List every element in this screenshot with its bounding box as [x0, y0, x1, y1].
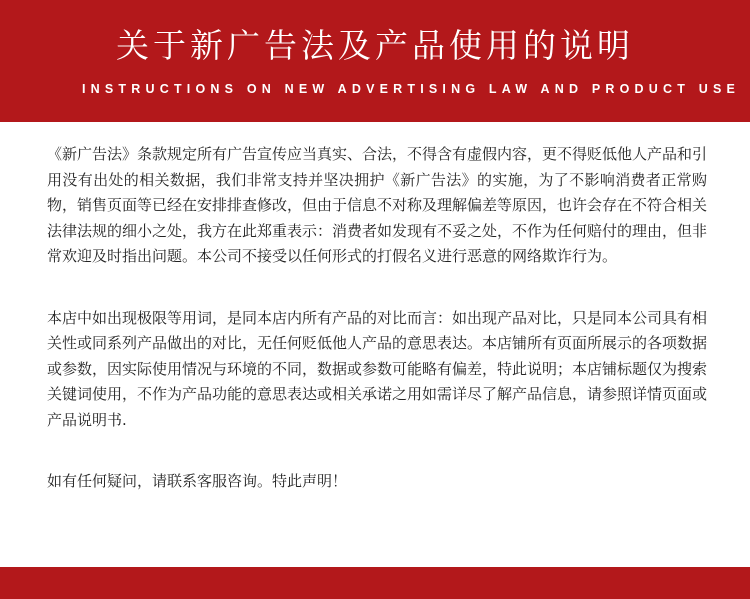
header-banner: [0, 0, 750, 122]
paragraph-advertising-law: 《新广告法》条款规定所有广告宣传应当真实、合法，不得含有虚假内容，更不得贬低他人产品和引用没有出处的相关数据，我们非常支持并坚决拥护《新广告法》的实施，为了不影响消费者正常购物，销售页面等已经在安排排查修改，但由于信息不对称及理解偏差等原因，也许会存在不符合相关法律法规的细小之处，我方在此郑重表示：消费者如发现有不妥之处，不作为任何赔付的理由，但非常欢迎及时指出问题。本公司不接受以任何形式的打假名义进行恶意的网络欺诈行为。: [47, 145, 708, 265]
page-title: 关于新广告法及产品使用的说明: [116, 26, 634, 65]
paragraph-contact: 如有任何疑问，请联系客服咨询。特此声明！: [47, 472, 348, 490]
paragraph-product-comparison: 本店中如出现极限等用词，是同本店内所有产品的对比而言：如出现产品对比，只是同本公司具有相关性或同系列产品做出的对比，无任何贬低他人产品的意思表达。本店铺所有页面所展示的各项数据或参数，因实际使用情况与环境的不同，数据或参数可能略有偏差，特此说明；本店铺标题仅为搜索关键词使用，不作为产品功能的意思表达或相关承诺之用如需详尽了解产品信息，请参照详情页面或产品说明书.: [47, 308, 708, 429]
footer-bar: [0, 567, 750, 599]
notice-body: [47, 142, 707, 495]
page-subtitle-en: INSTRUCTIONS ON NEW ADVERTISING LAW AND PRODUCT USE: [82, 82, 741, 96]
